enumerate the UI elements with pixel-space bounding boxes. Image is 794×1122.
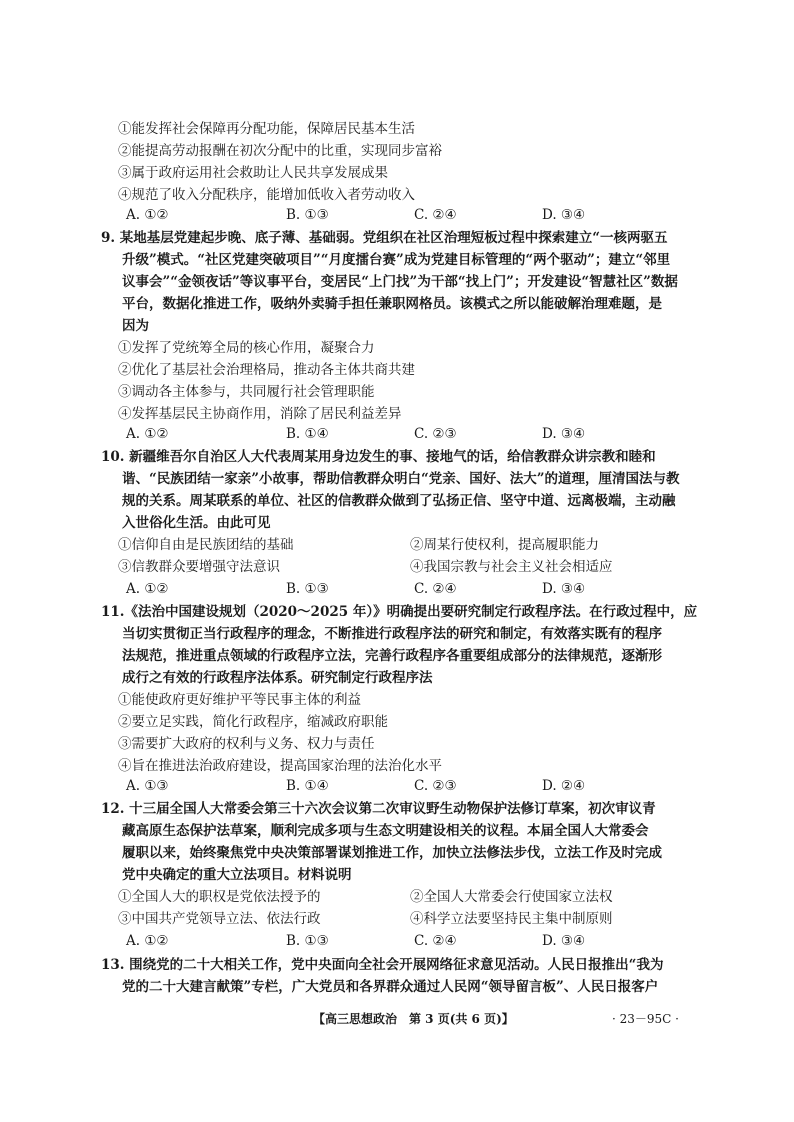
q9-option-b: B. ①④ bbox=[286, 426, 329, 442]
q11-statement-2: ②要立足实践，简化行政程序，缩减政府职能 bbox=[118, 714, 388, 730]
q10-stem-line-3: 规的关系。周某联系的单位、社区的信教群众做到了弘扬正信、坚守中道、远离极端，主动融 bbox=[122, 493, 676, 509]
q11-stem-line-4: 成行之有效的行政程序法体系。研究制定行政程序法 bbox=[122, 670, 433, 686]
q11-option-a: A. ①③ bbox=[126, 778, 169, 794]
q8-option-b: B. ①③ bbox=[286, 207, 329, 223]
q11-statement-3: ③需要扩大政府的权利与义务、权力与责任 bbox=[118, 736, 375, 752]
q11-stem-line-3: 法规范，推进重点领域的行政程序立法，完善行政程序各重要组成部分的法律规范，逐渐形 bbox=[122, 648, 662, 664]
q12-stem-line-2: 藏高原生态保护法草案，顺利完成多项与生态文明建设相关的议程。本届全国人大常委会 bbox=[122, 823, 649, 839]
q8-statement-2: ②能提高劳动报酬在初次分配中的比重，实现同步富裕 bbox=[118, 143, 442, 159]
q9-statement-4: ④发挥基层民主协商作用，消除了居民利益差异 bbox=[118, 406, 402, 422]
q8-statement-4: ④规范了收入分配秩序，能增加低收入者劳动收入 bbox=[118, 187, 415, 203]
q11-option-b: B. ①④ bbox=[286, 778, 329, 794]
q10-stem-line-4: 入世俗化生活。由此可见 bbox=[122, 515, 271, 531]
q9-stem-line-1: 9. 某地基层党建起步晚、底子薄、基础弱。党组织在社区治理短板过程中探索建立“一核两驱五 bbox=[101, 230, 668, 246]
q12-option-a: A. ①② bbox=[126, 933, 169, 949]
q10-option-c: C. ②④ bbox=[414, 581, 457, 597]
q10-option-a: A. ①② bbox=[126, 581, 169, 597]
q11-statement-1: ①能使政府更好维护平等民事主体的利益 bbox=[118, 692, 361, 708]
q12-stem-line-4: 党中央确定的重大立法项目。材料说明 bbox=[122, 867, 352, 883]
q9-stem-line-2: 升级”模式。“社区党建突破项目”“月度擂台赛”成为党建目标管理的“两个驱动”；建立“邻里 bbox=[122, 252, 671, 268]
q10-stem-line-1: 10. 新疆维吾尔自治区人大代表周某用身边发生的事、接地气的话，给信教群众讲宗教和睦和 bbox=[101, 449, 656, 465]
q9-option-a: A. ①② bbox=[126, 426, 169, 442]
q9-stem-line-3: 议事会”“金领夜话”等议事平台，变居民“上门找”为干部“找上门”；开发建设“智慧社区”数据 bbox=[122, 274, 678, 290]
q10-statement-3: ③信教群众要增强守法意识 bbox=[118, 559, 280, 575]
q9-option-d: D. ③④ bbox=[542, 426, 586, 442]
q10-statement-2: ②周某行使权利，提高履职能力 bbox=[410, 537, 599, 553]
q8-statement-1: ①能发挥社会保障再分配功能，保障居民基本生活 bbox=[118, 121, 415, 137]
q8-option-c: C. ②④ bbox=[414, 207, 457, 223]
q12-statement-4: ④科学立法要坚持民主集中制原则 bbox=[410, 911, 613, 927]
q9-statement-3: ③调动各主体参与，共同履行社会管理职能 bbox=[118, 384, 375, 400]
q9-statement-2: ②优化了基层社会治理格局，推动各主体共商共建 bbox=[118, 362, 415, 378]
q10-statement-4: ④我国宗教与社会主义社会相适应 bbox=[410, 559, 613, 575]
q12-option-d: D. ③④ bbox=[542, 933, 586, 949]
q9-statement-1: ①发挥了党统筹全局的核心作用，凝聚合力 bbox=[118, 340, 375, 356]
page-footer-title: 【高三思想政治 第 3 页(共 6 页)】 bbox=[313, 1012, 514, 1026]
q13-stem-line-1: 13. 围绕党的二十大相关工作，党中央面向全社会开展网络征求意见活动。人民日报推出“我为 bbox=[101, 957, 664, 973]
q8-option-d: D. ③④ bbox=[542, 207, 586, 223]
q11-stem-line-2: 当切实贯彻正当行政程序的理念，不断推进行政程序法的研究和制定，有效落实既有的程序 bbox=[122, 626, 662, 642]
q11-statement-4: ④旨在推进法治政府建设，提高国家治理的法治化水平 bbox=[118, 758, 442, 774]
q10-option-d: D. ③④ bbox=[542, 581, 586, 597]
q12-statement-3: ③中国共产党领导立法、依法行政 bbox=[118, 911, 321, 927]
q12-stem-line-1: 12. 十三届全国人大常委会第三十六次会议第二次审议野生动物保护法修订草案，初次审议青 bbox=[101, 801, 656, 817]
page-footer-code: · 23－95C · bbox=[612, 1012, 679, 1026]
q10-option-b: B. ①③ bbox=[286, 581, 329, 597]
q10-statement-1: ①信仰自由是民族团结的基础 bbox=[118, 537, 294, 553]
q12-option-b: B. ①③ bbox=[286, 933, 329, 949]
q10-stem-line-2: 谐、“民族团结一家亲”小故事，帮助信教群众明白“党亲、国好、法大”的道理，厘清国法与教 bbox=[122, 471, 680, 487]
q9-stem-line-5: 因为 bbox=[122, 318, 149, 334]
q8-option-a: A. ①② bbox=[126, 207, 169, 223]
q11-stem-line-1: 11.《法治中国建设规划（2020～2025 年）》明确提出要研究制定行政程序法。在行政过程中，应 bbox=[101, 604, 698, 620]
q12-stem-line-3: 履职以来，始终聚焦党中央决策部署谋划推进工作，加快立法修法步伐，立法工作及时完成 bbox=[122, 845, 662, 861]
q13-stem-line-2: 党的二十大建言献策”专栏，广大党员和各界群众通过人民网“领导留言板”、人民日报客户 bbox=[122, 979, 659, 995]
q12-option-c: C. ②④ bbox=[414, 933, 457, 949]
q9-option-c: C. ②③ bbox=[414, 426, 457, 442]
q11-option-d: D. ②④ bbox=[542, 778, 586, 794]
q9-stem-line-4: 平台，数据化推进工作，吸纳外卖骑手担任兼职网格员。该模式之所以能破解治理难题，是 bbox=[122, 296, 662, 312]
q12-statement-2: ②全国人大常委会行使国家立法权 bbox=[410, 889, 613, 905]
q8-statement-3: ③属于政府运用社会救助让人民共享发展成果 bbox=[118, 165, 388, 181]
q12-statement-1: ①全国人大的职权是党依法授予的 bbox=[118, 889, 321, 905]
q11-option-c: C. ②③ bbox=[414, 778, 457, 794]
